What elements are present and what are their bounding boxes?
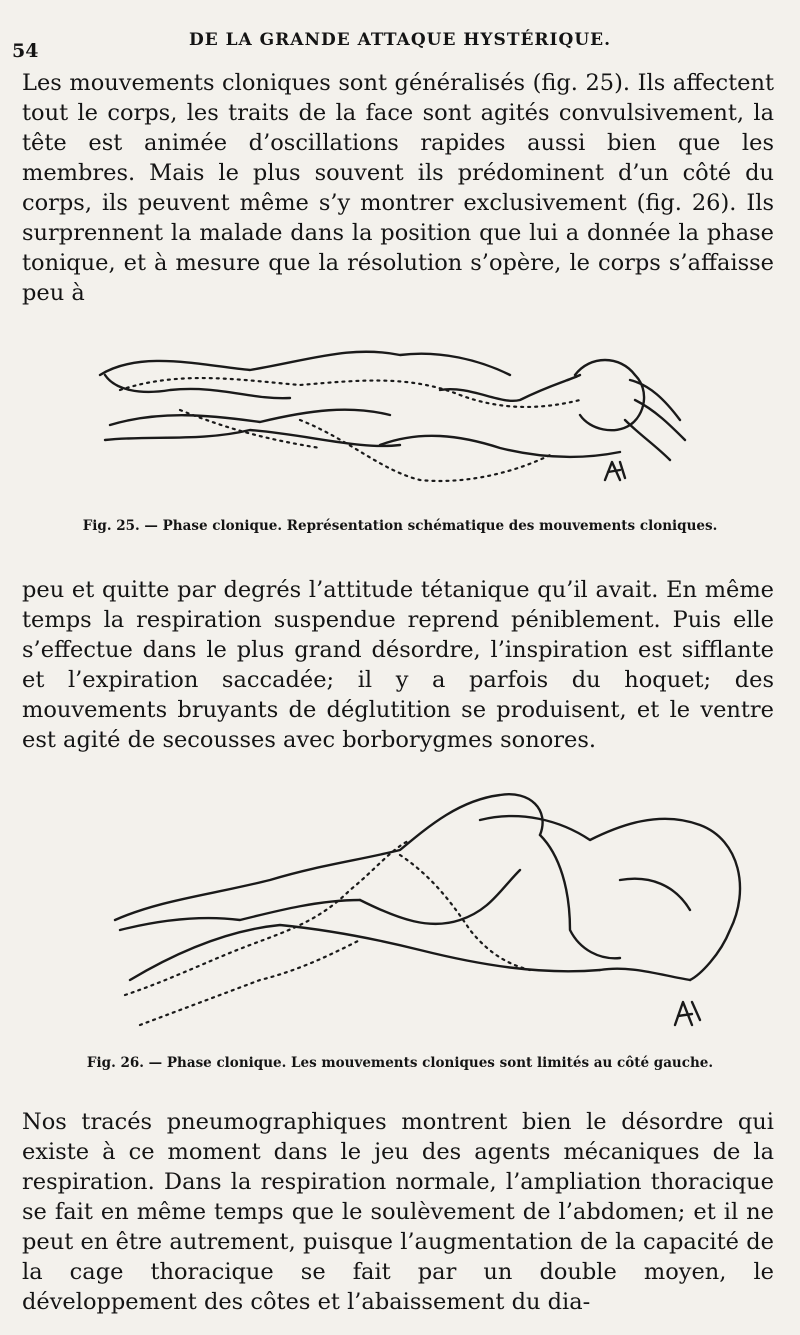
paragraph-1: Les mouvements cloniques sont généralisés (fig. 25). Ils affectent tout le corps, les traits de la face sont agités convulsivement, la tête est animée d’oscillations rapides aussi bien que les membres. Mais le plus souvent ils prédominent d’un côté du corps, ils peuvent même s’y montrer exclusivement (fig. 26). Ils surprennent la malade dans la position que lui a donnée la phase tonique, et à mesure que la résolution s’opère, le corps s’affaisse peu à	[22, 70, 774, 306]
figure-25-caption: Fig. 25. — Phase clonique. Représentation schématique des mouvements cloniques.	[82, 518, 718, 534]
paragraph-2: peu et quitte par degrés l’attitude tétanique qu’il avait. En même temps la respiration suspendue reprend péniblement. Puis elle s’effectue dans le plus grand désordre, l’inspiration est sifflante et l’expiration saccadée; il y a parfois du hoquet; des mouvements bruyants de déglutition se produisent, et le ventre est agité de secousses avec borborygmes sonores.	[22, 577, 774, 753]
page-number: 54	[12, 40, 39, 62]
paragraph-3: Nos tracés pneumographiques montrent bien le désordre qui existe à ce moment dans le jeu des agents mécaniques de la respiration. Dans la respiration normale, l’ampliation thoracique se fait en même temps que le soulèvement de l’abdomen; et il ne peut en être autrement, puisque l’augmentation de la capacité de la cage thoracique se fait par un double moyen, le développement des côtes et l’abaissement du dia-	[22, 1109, 774, 1315]
figure-25-illustration	[80, 330, 720, 505]
figure-26-caption: Fig. 26. — Phase clonique. Les mouvements cloniques sont limités au côté gauche.	[86, 1055, 714, 1071]
figure-26-illustration	[100, 780, 760, 1040]
running-head: DE LA GRANDE ATTAQUE HYSTÉRIQUE.	[188, 30, 612, 50]
